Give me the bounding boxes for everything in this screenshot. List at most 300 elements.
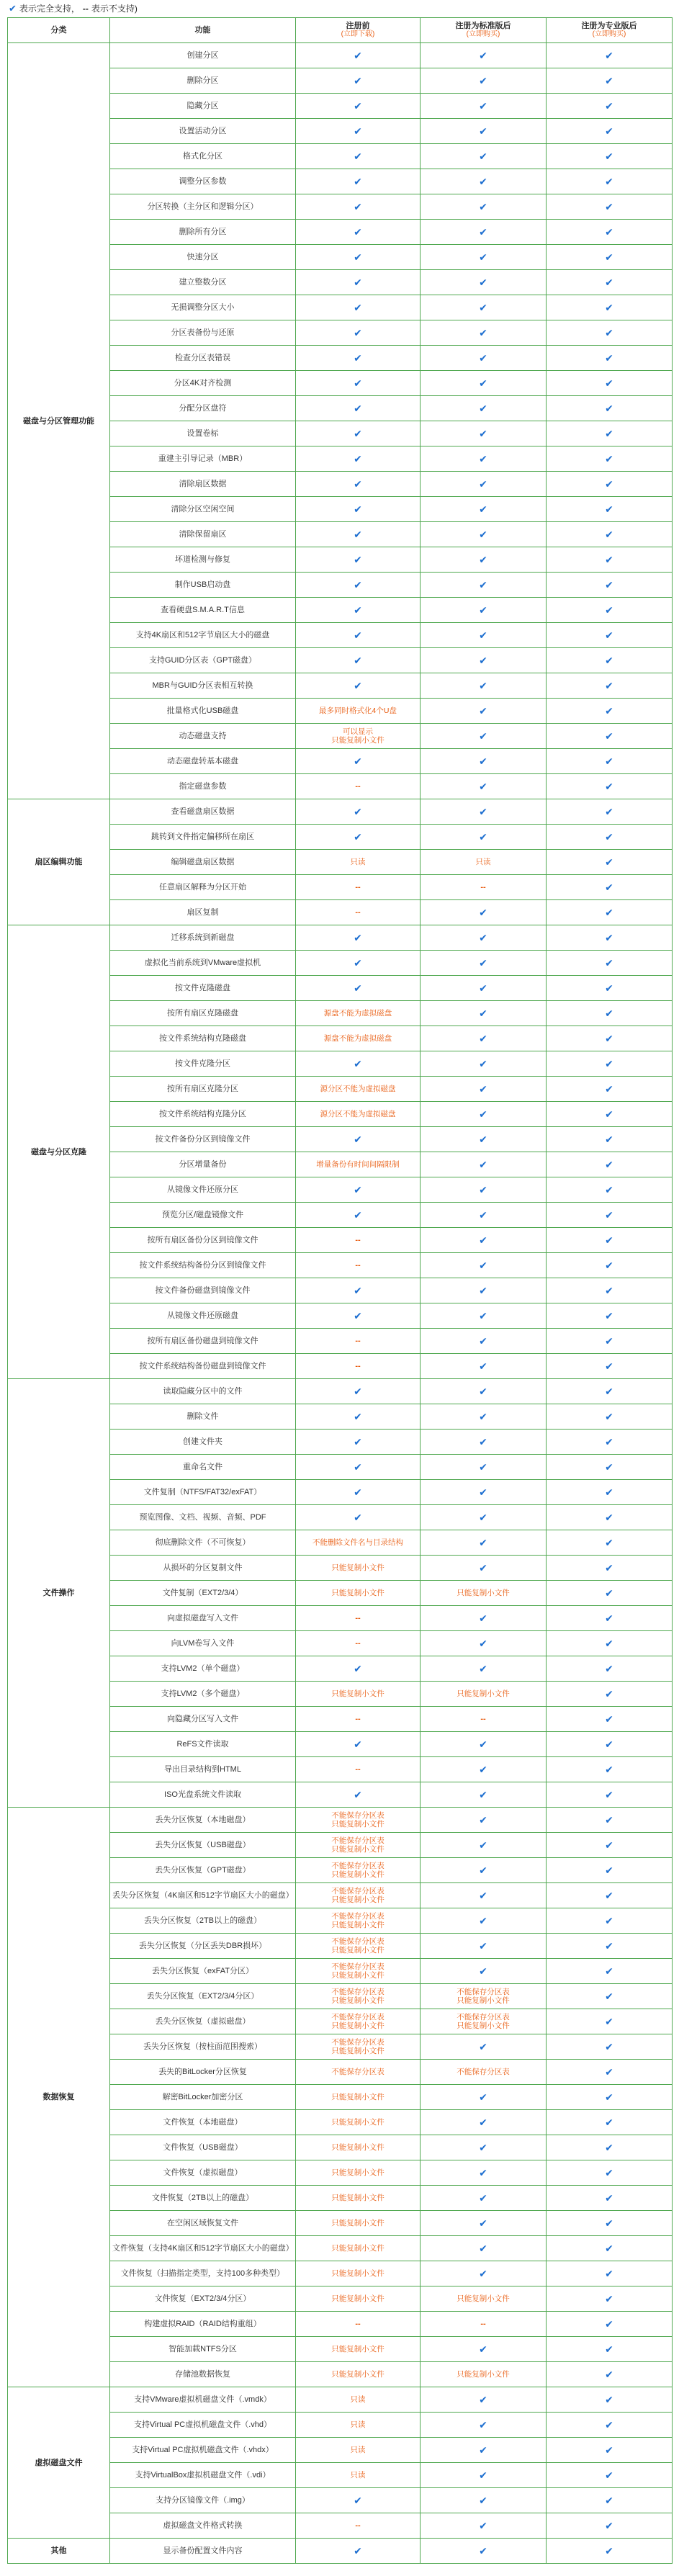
check-icon: ✔: [547, 1858, 673, 1883]
check-icon: ✔: [547, 1278, 673, 1303]
check-icon: ✔: [296, 1177, 421, 1203]
check-icon: ✔: [421, 472, 547, 497]
check-icon: ✔: [547, 1984, 673, 2009]
check-icon: ✔: [421, 1253, 547, 1278]
check-icon: ✔: [421, 623, 547, 648]
check-icon: ✔: [547, 749, 673, 774]
check-icon: ✔: [547, 245, 673, 270]
limitation-note: 可以显示 只能复制小文件: [296, 724, 421, 749]
check-icon: ✔: [547, 598, 673, 623]
unsupported-mark: --: [421, 2312, 547, 2337]
check-icon: ✔: [547, 2085, 673, 2110]
check-icon: ✔: [296, 749, 421, 774]
limitation-note: 只能复制小文件: [296, 2160, 421, 2186]
check-icon: ✔: [547, 1606, 673, 1631]
check-icon: ✔: [421, 1152, 547, 1177]
check-icon: ✔: [421, 1782, 547, 1808]
check-icon: ✔: [547, 1959, 673, 1984]
feature-cell: 清除扇区数据: [110, 472, 296, 497]
check-icon: ✔: [421, 1934, 547, 1959]
check-icon: ✔: [547, 320, 673, 346]
check-icon: ✔: [296, 94, 421, 119]
check-icon: ✔: [421, 2438, 547, 2463]
check-icon: ✔: [547, 799, 673, 825]
limitation-note: 不能保存分区表 只能复制小文件: [296, 1984, 421, 2009]
check-icon: ✔: [421, 2539, 547, 2564]
limitation-note: 增量备份有时间间隔限制: [296, 1152, 421, 1177]
check-icon: ✔: [296, 119, 421, 144]
feature-cell: 创建分区: [110, 43, 296, 68]
check-icon: ✔: [296, 1732, 421, 1757]
check-icon: ✔: [421, 245, 547, 270]
unsupported-mark: --: [296, 875, 421, 900]
limitation-note: 只能复制小文件: [421, 2362, 547, 2387]
limitation-note: 源盘不能为虚拟磁盘: [296, 1026, 421, 1051]
limitation-note: 只能复制小文件: [296, 1581, 421, 1606]
feature-cell: 重建主引导记录（MBR）: [110, 446, 296, 472]
feature-cell: 向隐藏分区写入文件: [110, 1707, 296, 1732]
check-icon: ✔: [547, 1001, 673, 1026]
check-icon: ✔: [547, 850, 673, 875]
feature-cell: 在空闲区域恢复文件: [110, 2211, 296, 2236]
check-icon: ✔: [421, 2034, 547, 2060]
check-icon: ✔: [421, 2236, 547, 2261]
check-icon: ✔: [296, 68, 421, 94]
check-icon: ✔: [296, 270, 421, 295]
table-row: [8, 43, 673, 68]
check-icon: ✔: [547, 2110, 673, 2135]
table-row: [8, 1379, 673, 1404]
check-icon: ✔: [421, 1329, 547, 1354]
check-icon: ✔: [296, 43, 421, 68]
header-col-title: 注册前: [346, 22, 370, 30]
limitation-note: 不能保存分区表 只能复制小文件: [421, 1984, 547, 2009]
check-icon: ✔: [547, 1354, 673, 1379]
feature-cell: 向虚拟磁盘写入文件: [110, 1606, 296, 1631]
feature-cell: 支持LVM2（多个磁盘）: [110, 1682, 296, 1707]
category-cell: 其他: [8, 2539, 110, 2564]
feature-cell: 迁移系统到新磁盘: [110, 925, 296, 951]
check-icon: ✔: [547, 1203, 673, 1228]
limitation-note: 只能复制小文件: [421, 1581, 547, 1606]
limitation-note: 不能保存分区表 只能复制小文件: [296, 1959, 421, 1984]
check-icon: ✔: [421, 1631, 547, 1656]
check-icon: ✔: [421, 2211, 547, 2236]
check-icon: ✔: [421, 699, 547, 724]
check-icon: ✔: [296, 951, 421, 976]
check-icon: ✔: [296, 220, 421, 245]
check-icon: ✔: [547, 1556, 673, 1581]
check-icon: ✔: [421, 1102, 547, 1127]
limitation-note: 不能保存分区表 只能复制小文件: [296, 2009, 421, 2034]
feature-cell: 按所有扇区克隆分区: [110, 1077, 296, 1102]
unsupported-mark: --: [296, 1606, 421, 1631]
feature-cell: 从镜像文件还原磁盘: [110, 1303, 296, 1329]
table-row: [8, 2387, 673, 2413]
check-icon: ✔: [547, 1404, 673, 1430]
check-icon: ✔: [547, 1530, 673, 1556]
check-icon: ✔: [421, 1455, 547, 1480]
check-icon: ✔: [296, 1404, 421, 1430]
check-icon: ✔: [421, 522, 547, 547]
feature-cell: 按所有扇区备份分区到镜像文件: [110, 1228, 296, 1253]
feature-cell: ISO光盘系统文件读取: [110, 1782, 296, 1808]
limitation-note: 只读: [296, 2463, 421, 2488]
header-col-standard: [421, 18, 547, 43]
check-icon: ✔: [547, 1430, 673, 1455]
check-icon: ✔: [296, 446, 421, 472]
check-icon: ✔: [421, 799, 547, 825]
feature-cell: 快速分区: [110, 245, 296, 270]
check-icon: ✔: [547, 2286, 673, 2312]
check-icon: ✔: [421, 169, 547, 194]
check-icon: ✔: [296, 245, 421, 270]
check-icon: ✔: [296, 1782, 421, 1808]
check-icon: ✔: [547, 623, 673, 648]
check-icon: ✔: [296, 144, 421, 169]
check-icon: ✔: [547, 1102, 673, 1127]
check-icon: ✔: [547, 1026, 673, 1051]
check-icon: ✔: [296, 1278, 421, 1303]
feature-cell: 分区表备份与还原: [110, 320, 296, 346]
feature-cell: 格式化分区: [110, 144, 296, 169]
limitation-note: 只能复制小文件: [421, 1682, 547, 1707]
check-icon: ✔: [547, 1732, 673, 1757]
check-icon: ✔: [421, 270, 547, 295]
feature-cell: 文件恢复（虚拟磁盘）: [110, 2160, 296, 2186]
limitation-note: 不能保存分区表: [296, 2060, 421, 2085]
feature-comparison-table: [7, 17, 673, 2564]
check-icon: ✔: [421, 2135, 547, 2160]
feature-cell: 制作USB启动盘: [110, 573, 296, 598]
feature-cell: 向LVM卷写入文件: [110, 1631, 296, 1656]
check-icon: ✔: [421, 1404, 547, 1430]
check-icon: ✔: [547, 699, 673, 724]
check-icon: ✔: [547, 2236, 673, 2261]
check-icon: ✔: [296, 169, 421, 194]
check-icon: ✔: [296, 1127, 421, 1152]
check-icon: ✔: [547, 295, 673, 320]
check-icon: ✔: [421, 1430, 547, 1455]
check-icon: ✔: [296, 194, 421, 220]
feature-cell: ReFS文件读取: [110, 1732, 296, 1757]
check-icon: ✔: [421, 1808, 547, 1833]
feature-cell: 删除所有分区: [110, 220, 296, 245]
check-icon: ✔: [547, 472, 673, 497]
check-icon: ✔: [421, 396, 547, 421]
limitation-note: 最多同时格式化4个U盘: [296, 699, 421, 724]
buy-professional-link[interactable]: (立即购买): [592, 30, 626, 38]
check-icon: ✔: [547, 1152, 673, 1177]
table-row: [8, 925, 673, 951]
category-cell: 扇区编辑功能: [8, 799, 110, 925]
feature-cell: 按文件系统结构备份磁盘到镜像文件: [110, 1354, 296, 1379]
check-icon: ✔: [547, 900, 673, 925]
check-icon: ✔: [547, 2186, 673, 2211]
header-col-title: 注册为专业版后: [581, 22, 637, 30]
feature-cell: 虚拟化当前系统到VMware虚拟机: [110, 951, 296, 976]
check-icon: ✔: [547, 270, 673, 295]
check-icon: ✔: [421, 825, 547, 850]
feature-cell: 从镜像文件还原分区: [110, 1177, 296, 1203]
check-icon: ✔: [421, 1656, 547, 1682]
check-icon: ✔: [547, 346, 673, 371]
feature-cell: 分区4K对齐检测: [110, 371, 296, 396]
check-icon: ✔: [547, 1883, 673, 1908]
limitation-note: 不能保存分区表 只能复制小文件: [421, 2009, 547, 2034]
feature-cell: 按文件克隆磁盘: [110, 976, 296, 1001]
feature-cell: 支持Virtual PC虚拟机磁盘文件（.vhdx）: [110, 2438, 296, 2463]
check-icon: ✔: [296, 371, 421, 396]
feature-cell: 文件复制（NTFS/FAT32/exFAT）: [110, 1480, 296, 1505]
category-cell: 磁盘与分区克隆: [8, 925, 110, 1379]
check-icon: ✔: [421, 94, 547, 119]
check-icon: ✔: [421, 421, 547, 446]
check-icon: ✔: [421, 2085, 547, 2110]
feature-cell: MBR与GUID分区表相互转换: [110, 673, 296, 699]
check-icon: ✔: [547, 648, 673, 673]
check-icon: ✔: [547, 1077, 673, 1102]
check-icon: ✔: [547, 976, 673, 1001]
limitation-note: 只能复制小文件: [296, 2286, 421, 2312]
buy-standard-link[interactable]: (立即购买): [466, 30, 500, 38]
check-icon: ✔: [547, 1379, 673, 1404]
check-icon: ✔: [296, 547, 421, 573]
check-icon: ✔: [421, 573, 547, 598]
check-icon: ✔: [421, 1278, 547, 1303]
check-icon: ✔: [547, 1228, 673, 1253]
header-col-title: 注册为标准版后: [455, 22, 511, 30]
check-icon: ✔: [421, 1959, 547, 1984]
check-icon: ✔: [547, 68, 673, 94]
feature-cell: 预览图像、文档、视频、音频、PDF: [110, 1505, 296, 1530]
check-icon: ✔: [421, 1354, 547, 1379]
check-icon: ✔: [547, 2413, 673, 2438]
check-icon: ✔: [547, 2135, 673, 2160]
feature-cell: 跳转到文件指定偏移所在扇区: [110, 825, 296, 850]
feature-cell: 指定磁盘参数: [110, 774, 296, 799]
feature-cell: 文件恢复（USB磁盘）: [110, 2135, 296, 2160]
check-icon: ✔: [421, 951, 547, 976]
check-icon: ✔: [547, 1303, 673, 1329]
check-icon: ✔: [547, 522, 673, 547]
check-icon: ✔: [421, 2413, 547, 2438]
feature-cell: 创建文件夹: [110, 1430, 296, 1455]
unsupported-mark: --: [296, 1228, 421, 1253]
feature-cell: 设置活动分区: [110, 119, 296, 144]
header-feature: 功能: [110, 18, 296, 43]
feature-cell: 丢失分区恢复（4K扇区和512字节扇区大小的磁盘）: [110, 1883, 296, 1908]
feature-cell: 查看硬盘S.M.A.R.T信息: [110, 598, 296, 623]
check-icon: ✔: [547, 2060, 673, 2085]
feature-cell: 扇区复制: [110, 900, 296, 925]
check-icon: ✔: [296, 673, 421, 699]
feature-cell: 支持VMware虚拟机磁盘文件（.vmdk）: [110, 2387, 296, 2413]
limitation-note: 源盘不能为虚拟磁盘: [296, 1001, 421, 1026]
unsupported-mark: --: [296, 1354, 421, 1379]
limitation-note: 不能保存分区表: [421, 2060, 547, 2085]
check-icon: ✔: [421, 2463, 547, 2488]
check-icon: ✔: [547, 825, 673, 850]
check-icon: ✔: [421, 1732, 547, 1757]
check-icon: ✔: [547, 43, 673, 68]
check-icon: ✔: [547, 119, 673, 144]
check-icon: ✔: [9, 3, 17, 14]
unsupported-mark: --: [296, 1757, 421, 1782]
feature-cell: 分区增量备份: [110, 1152, 296, 1177]
check-icon: ✔: [547, 1656, 673, 1682]
check-icon: ✔: [296, 925, 421, 951]
check-icon: ✔: [547, 220, 673, 245]
feature-cell: 支持VirtualBox虚拟机磁盘文件（.vdi）: [110, 2463, 296, 2488]
feature-cell: 编辑磁盘扇区数据: [110, 850, 296, 875]
limitation-note: 只能复制小文件: [296, 2337, 421, 2362]
feature-cell: 丢失分区恢复（GPT磁盘）: [110, 1858, 296, 1883]
category-cell: 文件操作: [8, 1379, 110, 1808]
check-icon: ✔: [547, 2312, 673, 2337]
check-icon: ✔: [296, 648, 421, 673]
check-icon: ✔: [547, 1505, 673, 1530]
feature-cell: 构建虚拟RAID（RAID结构重组）: [110, 2312, 296, 2337]
feature-cell: 按文件系统结构备份分区到镜像文件: [110, 1253, 296, 1278]
check-icon: ✔: [296, 1656, 421, 1682]
check-icon: ✔: [547, 1455, 673, 1480]
check-icon: ✔: [547, 1682, 673, 1707]
check-icon: ✔: [296, 573, 421, 598]
feature-cell: 读取隐藏分区中的文件: [110, 1379, 296, 1404]
check-icon: ✔: [421, 1883, 547, 1908]
check-icon: ✔: [421, 2513, 547, 2539]
check-icon: ✔: [547, 2034, 673, 2060]
check-icon: ✔: [421, 1203, 547, 1228]
feature-cell: 按所有扇区备份磁盘到镜像文件: [110, 1329, 296, 1354]
table-row: [8, 2539, 673, 2564]
check-icon: ✔: [296, 472, 421, 497]
check-icon: ✔: [421, 497, 547, 522]
unsupported-mark: --: [296, 1707, 421, 1732]
feature-cell: 建立整数分区: [110, 270, 296, 295]
limitation-note: 只能复制小文件: [296, 1682, 421, 1707]
check-icon: ✔: [421, 976, 547, 1001]
check-icon: ✔: [421, 774, 547, 799]
check-icon: ✔: [547, 2513, 673, 2539]
check-icon: ✔: [296, 2539, 421, 2564]
limitation-note: 只读: [296, 2387, 421, 2413]
check-icon: ✔: [296, 976, 421, 1001]
check-icon: ✔: [421, 673, 547, 699]
limitation-note: 不能保存分区表 只能复制小文件: [296, 1858, 421, 1883]
check-icon: ✔: [547, 1808, 673, 1833]
feature-cell: 丢失分区恢复（2TB以上的磁盘）: [110, 1908, 296, 1934]
limitation-note: 不能保存分区表 只能复制小文件: [296, 1883, 421, 1908]
check-icon: ✔: [296, 295, 421, 320]
check-icon: ✔: [421, 446, 547, 472]
header-col-unregistered: [296, 18, 421, 43]
check-icon: ✔: [547, 724, 673, 749]
feature-cell: 查看磁盘扇区数据: [110, 799, 296, 825]
feature-cell: 无损调整分区大小: [110, 295, 296, 320]
check-icon: ✔: [421, 220, 547, 245]
check-icon: ✔: [421, 1505, 547, 1530]
unsupported-mark: --: [296, 2513, 421, 2539]
header-category: 分类: [8, 18, 110, 43]
limitation-note: 只读: [421, 850, 547, 875]
unsupported-mark: --: [296, 1253, 421, 1278]
limitation-note: 不能保存分区表 只能复制小文件: [296, 1908, 421, 1934]
unsupported-mark: --: [421, 875, 547, 900]
feature-cell: 动态磁盘转基本磁盘: [110, 749, 296, 774]
check-icon: ✔: [296, 1303, 421, 1329]
check-icon: ✔: [421, 2160, 547, 2186]
category-cell: 磁盘与分区管理功能: [8, 43, 110, 799]
limitation-note: 只能复制小文件: [296, 2110, 421, 2135]
limitation-note: 只能复制小文件: [296, 2135, 421, 2160]
limitation-note: 只能复制小文件: [296, 2085, 421, 2110]
feature-cell: 智能加载NTFS分区: [110, 2337, 296, 2362]
limitation-note: 只能复制小文件: [421, 2286, 547, 2312]
feature-cell: 显示备份配置文件内容: [110, 2539, 296, 2564]
feature-cell: 解密BitLocker加密分区: [110, 2085, 296, 2110]
check-icon: ✔: [296, 1480, 421, 1505]
check-icon: ✔: [296, 1203, 421, 1228]
feature-cell: 按文件系统结构克隆磁盘: [110, 1026, 296, 1051]
check-icon: ✔: [421, 1908, 547, 1934]
feature-cell: 动态磁盘支持: [110, 724, 296, 749]
feature-cell: 文件复制（EXT2/3/4）: [110, 1581, 296, 1606]
check-icon: ✔: [296, 320, 421, 346]
feature-cell: 分区转换（主分区和逻辑分区）: [110, 194, 296, 220]
check-icon: ✔: [547, 2160, 673, 2186]
check-icon: ✔: [547, 2438, 673, 2463]
check-icon: ✔: [547, 194, 673, 220]
limitation-note: 源分区不能为虚拟磁盘: [296, 1077, 421, 1102]
check-icon: ✔: [547, 169, 673, 194]
check-icon: ✔: [421, 144, 547, 169]
legend: [9, 1, 657, 16]
check-icon: ✔: [421, 194, 547, 220]
check-icon: ✔: [421, 68, 547, 94]
check-icon: ✔: [296, 799, 421, 825]
feature-cell: 支持分区镜像文件（.img）: [110, 2488, 296, 2513]
check-icon: ✔: [421, 1077, 547, 1102]
check-icon: ✔: [421, 1001, 547, 1026]
check-icon: ✔: [547, 2211, 673, 2236]
feature-cell: 支持4K扇区和512字节扇区大小的磁盘: [110, 623, 296, 648]
feature-cell: 支持LVM2（单个磁盘）: [110, 1656, 296, 1682]
check-icon: ✔: [547, 573, 673, 598]
limitation-note: 不能保存分区表 只能复制小文件: [296, 1833, 421, 1858]
legend-dash-symbol: --: [82, 4, 89, 14]
category-cell: 数据恢复: [8, 1808, 110, 2387]
feature-cell: 按所有扇区克隆磁盘: [110, 1001, 296, 1026]
feature-cell: 丢失分区恢复（EXT2/3/4分区）: [110, 1984, 296, 2009]
limitation-note: 只读: [296, 850, 421, 875]
check-icon: ✔: [421, 598, 547, 623]
check-icon: ✔: [421, 1858, 547, 1883]
legend-dash-text: 表示不支持): [91, 4, 138, 14]
feature-cell: 清除分区空闲空间: [110, 497, 296, 522]
download-link[interactable]: (立即下载): [341, 30, 375, 38]
check-icon: ✔: [421, 346, 547, 371]
feature-cell: 彻底删除文件（不可恢复）: [110, 1530, 296, 1556]
limitation-note: 只能复制小文件: [296, 2211, 421, 2236]
check-icon: ✔: [547, 2362, 673, 2387]
check-icon: ✔: [547, 2463, 673, 2488]
feature-cell: 任意扇区解释为分区开始: [110, 875, 296, 900]
feature-cell: 丢失分区恢复（虚拟磁盘）: [110, 2009, 296, 2034]
feature-cell: 支持GUID分区表（GPT磁盘）: [110, 648, 296, 673]
check-icon: ✔: [421, 1480, 547, 1505]
